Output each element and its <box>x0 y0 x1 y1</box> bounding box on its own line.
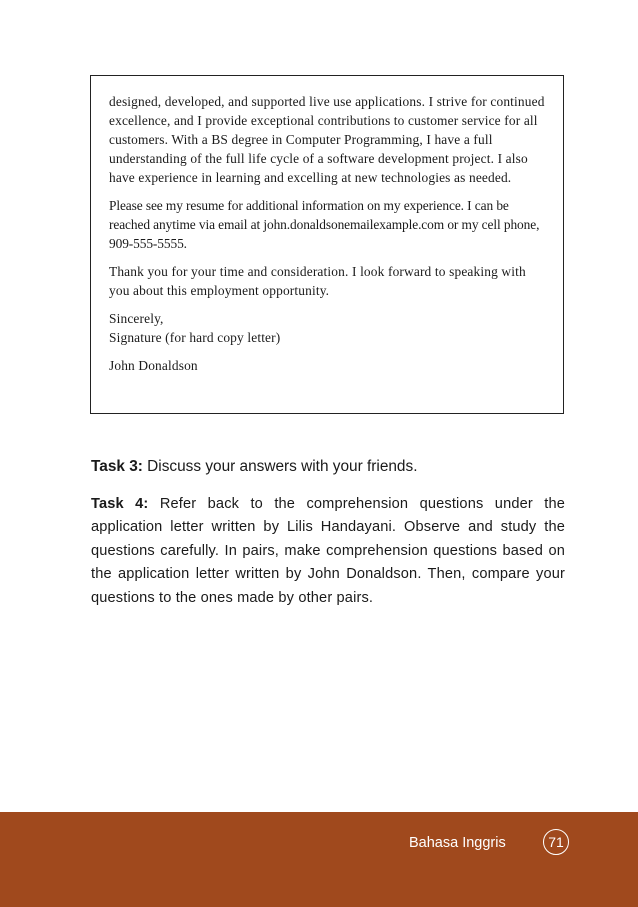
letter-closing-block <box>109 309 547 347</box>
letter-sender-name: John Donaldson <box>109 358 198 373</box>
letter-paragraph-1: designed, developed, and supported live use applications. I strive for continued excellence, and I provide exceptional contributions to customer service for all customers. With a BS degree in Computer Programming, I have a full understanding of the full life cycle of a software development project. I also have experience in learning and excelling at new technologies as needed. <box>109 94 545 185</box>
letter-closing: Sincerely, <box>109 311 164 326</box>
letter-signature-note: Signature (for hard copy letter) <box>109 330 281 345</box>
book-title: Bahasa Inggris <box>409 835 506 851</box>
task-4-label: Task 4: <box>91 495 149 512</box>
task-3-label: Task 3: <box>91 458 143 475</box>
task-3 <box>91 455 565 479</box>
task-4-text: Refer back to the comprehension questions under the application letter written by Lilis Handayani. Observe and study the questions carefully. In pairs, make comprehension questions based on the application letter written by John Donaldson. Then, compare your questions to the ones made by other pairs. <box>91 495 566 606</box>
letter-paragraph-3: Thank you for your time and consideration. I look forward to speaking with you about this employment opportunity. <box>109 264 526 298</box>
letter-paragraph-2: Please see my resume for additional information on my experience. I can be reached anytime via email at john.donaldsonemailexample.com or my cell phone, 909-555-5555. <box>109 198 540 251</box>
page-footer <box>0 812 638 907</box>
page-number: 71 <box>543 829 569 855</box>
task-3-text: Discuss your answers with your friends. <box>142 458 418 475</box>
application-letter-box <box>90 75 564 414</box>
task-4 <box>91 493 565 611</box>
tasks-section <box>91 455 565 610</box>
